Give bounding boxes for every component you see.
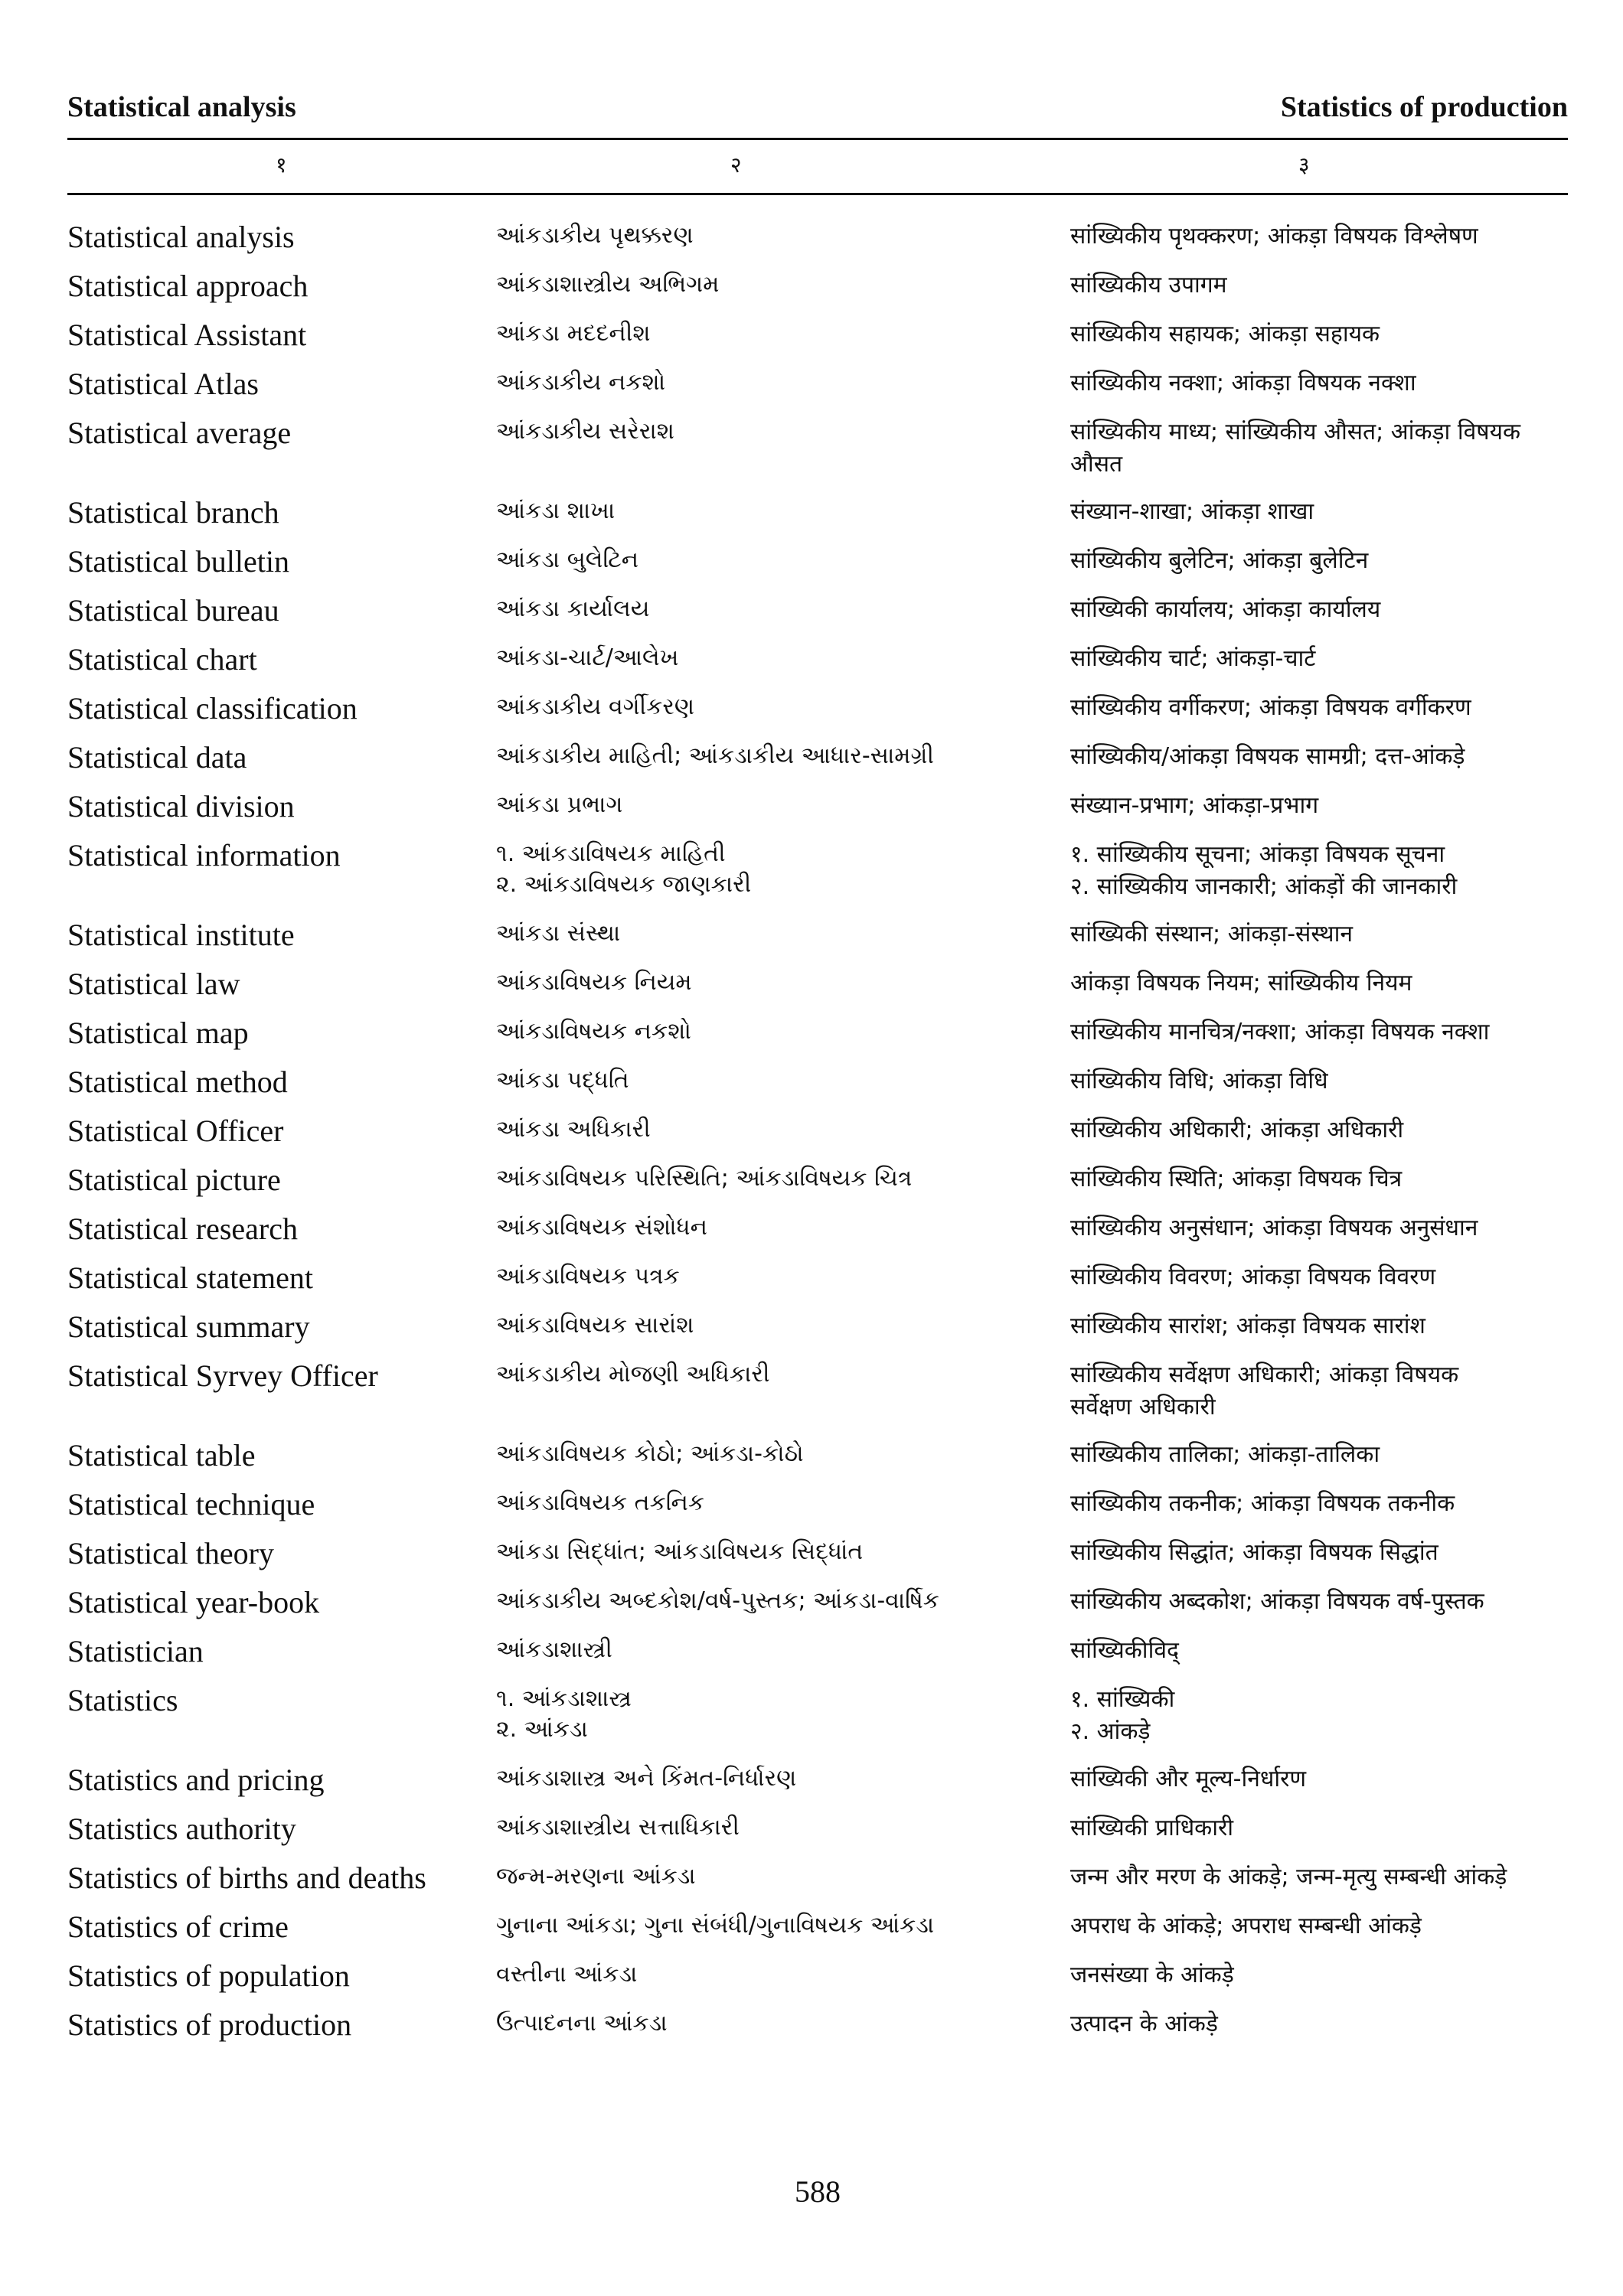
glossary-entry [67, 1580, 1568, 1629]
hindi-line: सांख्यिकीय माध्य; सांख्यिकीय औसत; आंकड़ा विषयक [1070, 419, 1521, 445]
glossary-entry [67, 361, 1568, 410]
english-term: Statistical summary [67, 1309, 310, 1344]
glossary-entry [67, 539, 1568, 588]
hindi-equivalent [1070, 1763, 1568, 1795]
glossary-entry [67, 1010, 1568, 1059]
hindi-line: अपराध के आंकड़े; अपराध सम्बन्धी आंकड़े [1070, 1913, 1422, 1939]
hindi-line: संख्यान-शाखा; आंकड़ा शाखा [1070, 498, 1314, 525]
hindi-line: जन्म और मरण के आंकड़े; जन्म-मृत्यु सम्बन्धी आंकड़े [1070, 1864, 1507, 1890]
english-term: Statistical table [67, 1438, 256, 1473]
english-term: Statistical statement [67, 1261, 314, 1295]
gujarati-line: આંકડા સિદ્ધાંત; આંકડાવિષયક સિદ્ધાંત [496, 1538, 864, 1565]
glossary-entry [67, 1806, 1568, 1855]
gujarati-equivalent [496, 1537, 1063, 1567]
glossary-entry [67, 263, 1568, 312]
gujarati-line: ૨. આંકડાવિષયક જાણકારી [496, 871, 752, 898]
hindi-equivalent [1070, 741, 1568, 773]
hindi-line: सांख्यिकीय वर्गीकरण; आंकड़ा विषयक वर्गीकरण [1070, 694, 1471, 721]
gujarati-line: આંકડા પ્રભાગ [496, 791, 623, 818]
gujarati-equivalent [496, 1812, 1063, 1843]
english-term: Statistical bureau [67, 593, 279, 628]
gujarati-equivalent [496, 1065, 1063, 1096]
hindi-equivalent [1070, 1016, 1568, 1049]
hindi-line: सांख्यिकीय सहायक; आंकड़ा सहायक [1070, 321, 1380, 347]
gujarati-equivalent [496, 496, 1063, 527]
gujarati-equivalent [496, 741, 1063, 771]
hindi-equivalent [1070, 1586, 1568, 1618]
english-term: Statistical branch [67, 495, 279, 530]
english-term: Statistics authority [67, 1812, 296, 1846]
glossary-entry [67, 1482, 1568, 1531]
glossary-entry [67, 1255, 1568, 1304]
column-number-row [67, 145, 1568, 188]
gujarati-line: ૨. આંકડા [496, 1716, 588, 1743]
hindi-line: सांख्यिकी और मूल्य-निर्धारण [1070, 1766, 1307, 1792]
gujarati-line: આંકડાવિષયક પરિસ્થિતિ; આંકડાવિષયક ચિત્ર [496, 1165, 913, 1192]
hindi-equivalent [1070, 1261, 1568, 1293]
glossary-entry [67, 735, 1568, 784]
hindi-line: सर्वेक्षण अधिकारी [1070, 1394, 1216, 1420]
hindi-line: सांख्यिकीय अब्दकोश; आंकड़ा विषयक वर्ष-पुस्तक [1070, 1588, 1484, 1615]
left-guideword: Statistical analysis [67, 91, 296, 123]
gujarati-line: આંકડાવિષયક સારાંશ [496, 1312, 694, 1339]
hindi-line: सांख्यिकीय नक्शा; आंकड़ा विषयक नक्शा [1070, 370, 1416, 396]
english-term: Statistical Syrvey Officer [67, 1358, 378, 1393]
hindi-line: सांख्यिकीय मानचित्र/नक्शा; आंकड़ा विषयक नक्शा [1070, 1019, 1490, 1045]
gujarati-line: આંકડા બુલેટિન [496, 546, 639, 573]
gujarati-equivalent [496, 1635, 1063, 1665]
gujarati-line: આંકડાવિષયક તકનિક [496, 1489, 705, 1516]
gujarati-equivalent [496, 1684, 1063, 1745]
glossary-entry [67, 833, 1568, 912]
hindi-equivalent [1070, 1114, 1568, 1146]
hindi-line: सांख्यिकीय/आंकड़ा विषयक सामग्री; दत्त-आंकड़े [1070, 743, 1465, 770]
gujarati-equivalent [496, 367, 1063, 398]
hindi-line: सांख्यिकीय चार्ट; आंकड़ा-चार्ट [1070, 645, 1316, 672]
glossary-entry [67, 1059, 1568, 1108]
right-guideword: Statistics of production [1280, 91, 1568, 123]
column-number-3: ३ [1298, 152, 1310, 178]
running-head [67, 90, 1568, 130]
glossary-entry [67, 1757, 1568, 1806]
english-term: Statistical approach [67, 269, 309, 303]
glossary-entry [67, 637, 1568, 686]
column-number-1: १ [276, 152, 287, 178]
gujarati-line: આંકડાવિષયક નિયમ [496, 969, 692, 996]
gujarati-line: આંકડાકીય પૃથક્કરણ [496, 222, 694, 249]
gujarati-equivalent [496, 790, 1063, 820]
hindi-equivalent [1070, 692, 1568, 724]
gujarati-equivalent [496, 1016, 1063, 1047]
gujarati-line: આંકડા સંસ્થા [496, 920, 621, 947]
gujarati-line: આંકડાશાસ્ત્ર અને કિંમત-નિર્ધારણ [496, 1765, 797, 1792]
english-term: Statistics of crime [67, 1910, 289, 1944]
hindi-line: सांख्यिकीय अनुसंधान; आंकड़ा विषयक अनुसंधान [1070, 1215, 1478, 1241]
gujarati-equivalent [496, 269, 1063, 300]
gujarati-equivalent [496, 967, 1063, 998]
glossary-entry [67, 214, 1568, 263]
gujarati-equivalent [496, 1910, 1063, 1941]
gujarati-line: આંકડાવિષયક નકશો [496, 1018, 691, 1045]
hindi-equivalent [1070, 269, 1568, 302]
gujarati-line: આંકડાકીય અબ્દકોશ/વર્ષ-પુસ્તક; આંકડા-વાર્ષિક [496, 1587, 939, 1614]
hindi-equivalent [1070, 1812, 1568, 1844]
english-term: Statistical classification [67, 691, 358, 726]
hindi-line: १. सांख्यिकीय सूचना; आंकड़ा विषयक सूचना [1070, 841, 1445, 868]
gujarati-equivalent [496, 1763, 1063, 1794]
glossary-entry [67, 784, 1568, 833]
hindi-equivalent [1070, 918, 1568, 951]
gujarati-line: આંકડા અધિકારી [496, 1116, 651, 1143]
gujarati-line: આંકડાશાસ્ત્રી [496, 1636, 612, 1663]
hindi-equivalent [1070, 1537, 1568, 1569]
hindi-line: सांख्यिकी संस्थान; आंकड़ा-संस्थान [1070, 921, 1353, 947]
hindi-equivalent [1070, 643, 1568, 675]
english-term: Statistical law [67, 967, 240, 1001]
gujarati-line: જન્મ-મરણના આંકડા [496, 1863, 696, 1890]
gujarati-equivalent [496, 1212, 1063, 1243]
hindi-line: सांख्यिकीय बुलेटिन; आंकड़ा बुलेटिन [1070, 547, 1369, 574]
hindi-equivalent [1070, 839, 1568, 903]
glossary-entry [67, 312, 1568, 361]
glossary-entry [67, 1206, 1568, 1255]
hindi-equivalent [1070, 496, 1568, 528]
hindi-equivalent [1070, 1635, 1568, 1667]
gujarati-line: આંકડા પદ્ધતિ [496, 1067, 629, 1094]
english-term: Statistical picture [67, 1163, 281, 1197]
hindi-equivalent [1070, 967, 1568, 1000]
dictionary-page [67, 0, 1568, 2296]
hindi-line: आंकड़ा विषयक नियम; सांख्यिकीय नियम [1070, 970, 1412, 996]
english-term: Statistics of population [67, 1958, 350, 1993]
english-term: Statistics and pricing [67, 1763, 325, 1797]
hindi-equivalent [1070, 545, 1568, 577]
gujarati-line: આંકડાવિષયક પત્રક [496, 1263, 680, 1290]
gujarati-equivalent [496, 839, 1063, 900]
english-term: Statistical average [67, 416, 292, 450]
hindi-line: संख्यान-प्रभाग; आंकड़ा-प्रभाग [1070, 792, 1319, 819]
gujarati-line: આંકડાકીય નકશો [496, 369, 666, 396]
glossary-entries [67, 214, 1568, 2051]
gujarati-line: આંકડા-ચાર્ટ/આલેખ [496, 644, 679, 671]
column-number-2: २ [730, 152, 742, 178]
english-term: Statistical map [67, 1016, 249, 1050]
glossary-entry [67, 1353, 1568, 1433]
gujarati-line: ૧. આંકડાવિષયક માહિતી [496, 840, 726, 867]
english-term: Statistical method [67, 1065, 288, 1099]
hindi-line: सांख्यिकीय तकनीक; आंकड़ा विषयक तकनीक [1070, 1490, 1455, 1517]
gujarati-line: આંકડા કાર્યાલય [496, 595, 650, 622]
gujarati-line: આંકડાશાસ્ત્રીય અભિગમ [496, 271, 720, 298]
english-term: Statistics of births and deaths [67, 1861, 426, 1895]
glossary-entry [67, 1108, 1568, 1157]
gujarati-line: આંકડાકીય મોજણી અધિકારી [496, 1361, 770, 1388]
hindi-equivalent [1070, 1439, 1568, 1471]
gujarati-equivalent [496, 1439, 1063, 1469]
hindi-equivalent [1070, 367, 1568, 400]
english-term: Statistical analysis [67, 220, 295, 254]
gujarati-line: આંકડાકીય વર્ગીકરણ [496, 693, 695, 720]
hindi-line: सांख्यिकीय सारांश; आंकड़ा विषयक सारांश [1070, 1313, 1425, 1339]
gujarati-equivalent [496, 1488, 1063, 1518]
gujarati-equivalent [496, 1959, 1063, 1990]
header-bottom-rule [67, 193, 1568, 195]
glossary-entry [67, 912, 1568, 961]
gujarati-equivalent [496, 1310, 1063, 1341]
english-term: Statistical division [67, 789, 295, 823]
glossary-entry [67, 490, 1568, 539]
english-term: Statistical Officer [67, 1114, 284, 1148]
english-term: Statistical theory [67, 1536, 274, 1570]
hindi-line: २. सांख्यिकीय जानकारी; आंकड़ों की जानकारी [1070, 873, 1458, 900]
hindi-equivalent [1070, 1065, 1568, 1097]
english-term: Statistical bulletin [67, 544, 289, 579]
english-term: Statistical year-book [67, 1585, 320, 1619]
hindi-equivalent [1070, 1163, 1568, 1195]
hindi-line: सांख्यिकीय स्थिति; आंकड़ा विषयक चित्र [1070, 1166, 1403, 1192]
gujarati-equivalent [496, 692, 1063, 722]
gujarati-line: આંકડા શાખા [496, 497, 616, 524]
gujarati-equivalent [496, 1114, 1063, 1145]
gujarati-equivalent [496, 1861, 1063, 1892]
gujarati-line: આંકડાશાસ્ત્રીય સત્તાધિકારી [496, 1814, 740, 1841]
gujarati-equivalent [496, 1359, 1063, 1390]
hindi-equivalent [1070, 1861, 1568, 1893]
english-term: Statistics of production [67, 2007, 352, 2042]
hindi-equivalent [1070, 594, 1568, 626]
glossary-entry [67, 1904, 1568, 1953]
hindi-line: सांख्यिकीय तालिका; आंकड़ा-तालिका [1070, 1441, 1380, 1468]
hindi-equivalent [1070, 790, 1568, 822]
english-term: Statistical technique [67, 1487, 315, 1521]
glossary-entry [67, 1531, 1568, 1580]
page-number: 588 [795, 2174, 841, 2209]
glossary-entry [67, 961, 1568, 1010]
gujarati-line: આંકડાકીય સરેરાશ [496, 418, 674, 445]
glossary-entry [67, 1629, 1568, 1678]
glossary-entry [67, 1157, 1568, 1206]
hindi-line: जनसंख्या के आंकड़े [1070, 1962, 1234, 1988]
glossary-entry [67, 2002, 1568, 2051]
gujarati-equivalent [496, 1163, 1063, 1194]
english-term: Statistical Assistant [67, 318, 307, 352]
english-term: Statistical research [67, 1212, 298, 1246]
english-term: Statistical institute [67, 918, 295, 952]
glossary-entry [67, 1304, 1568, 1353]
gujarati-equivalent [496, 1261, 1063, 1292]
glossary-entry [67, 1953, 1568, 2002]
hindi-line: सांख्यिकी प्राधिकारी [1070, 1815, 1234, 1841]
glossary-entry [67, 588, 1568, 637]
gujarati-line: ૧. આંકડાશાસ્ત્ર [496, 1685, 632, 1712]
hindi-line: सांख्यिकीय विवरण; आंकड़ा विषयक विवरण [1070, 1264, 1436, 1290]
gujarati-equivalent [496, 594, 1063, 625]
hindi-equivalent [1070, 1959, 1568, 1991]
english-term: Statistical data [67, 740, 247, 775]
glossary-entry [67, 1678, 1568, 1757]
hindi-line: सांख्यिकीय उपागम [1070, 272, 1227, 298]
glossary-entry [67, 1855, 1568, 1904]
gujarati-line: ગુનાના આંકડા; ગુના સંબંધી/ગુનાવિષયક આંકડા [496, 1912, 935, 1939]
gujarati-equivalent [496, 918, 1063, 949]
header-top-rule [67, 138, 1568, 140]
gujarati-equivalent [496, 2008, 1063, 2039]
hindi-equivalent [1070, 1488, 1568, 1520]
hindi-line: १. सांख्यिकी [1070, 1686, 1175, 1713]
hindi-equivalent [1070, 416, 1568, 481]
gujarati-equivalent [496, 416, 1063, 447]
english-term: Statistical chart [67, 642, 257, 677]
gujarati-equivalent [496, 1586, 1063, 1616]
hindi-line: सांख्यिकी कार्यालय; आंकड़ा कार्यालय [1070, 596, 1381, 623]
hindi-equivalent [1070, 2008, 1568, 2040]
glossary-entry [67, 686, 1568, 735]
gujarati-equivalent [496, 545, 1063, 576]
gujarati-equivalent [496, 643, 1063, 673]
hindi-line: उत्पादन के आंकड़े [1070, 2011, 1218, 2037]
hindi-equivalent [1070, 220, 1568, 253]
glossary-entry [67, 410, 1568, 490]
hindi-line: औसत [1070, 451, 1123, 478]
hindi-line: सांख्यिकीय सिद्धांत; आंकड़ा विषयक सिद्धांत [1070, 1539, 1438, 1566]
hindi-line: सांख्यिकीय अधिकारी; आंकड़ा अधिकारी [1070, 1117, 1404, 1143]
hindi-line: सांख्यिकीविद् [1070, 1637, 1179, 1664]
gujarati-equivalent [496, 318, 1063, 349]
hindi-equivalent [1070, 1310, 1568, 1342]
hindi-line: सांख्यिकीय पृथक्करण; आंकड़ा विषयक विश्लेषण [1070, 223, 1478, 249]
english-term: Statistician [67, 1634, 204, 1668]
gujarati-equivalent [496, 220, 1063, 251]
english-term: Statistics [67, 1683, 178, 1717]
gujarati-line: આંકડાવિષયક સંશોધન [496, 1214, 707, 1241]
gujarati-line: આંકડાકીય માહિતી; આંકડાકીય આધાર-સામગ્રી [496, 742, 934, 769]
gujarati-line: આંકડાવિષયક કોઠો; આંકડા-કોઠો [496, 1440, 804, 1467]
hindi-equivalent [1070, 1910, 1568, 1942]
english-term: Statistical information [67, 838, 341, 872]
hindi-equivalent [1070, 1684, 1568, 1748]
gujarati-line: વસ્તીના આંકડા [496, 1961, 638, 1988]
hindi-equivalent [1070, 318, 1568, 351]
english-term: Statistical Atlas [67, 367, 259, 401]
hindi-line: सांख्यिकीय सर्वेक्षण अधिकारी; आंकड़ा विषयक [1070, 1362, 1459, 1388]
hindi-equivalent [1070, 1212, 1568, 1244]
gujarati-line: આંકડા મદદનીશ [496, 320, 651, 347]
gujarati-line: ઉત્પાદનના આંકડા [496, 2010, 668, 2037]
hindi-line: सांख्यिकीय विधि; आंकड़ा विधि [1070, 1068, 1328, 1094]
hindi-equivalent [1070, 1359, 1568, 1424]
hindi-line: २. आंकड़े [1070, 1718, 1151, 1745]
glossary-entry [67, 1433, 1568, 1482]
